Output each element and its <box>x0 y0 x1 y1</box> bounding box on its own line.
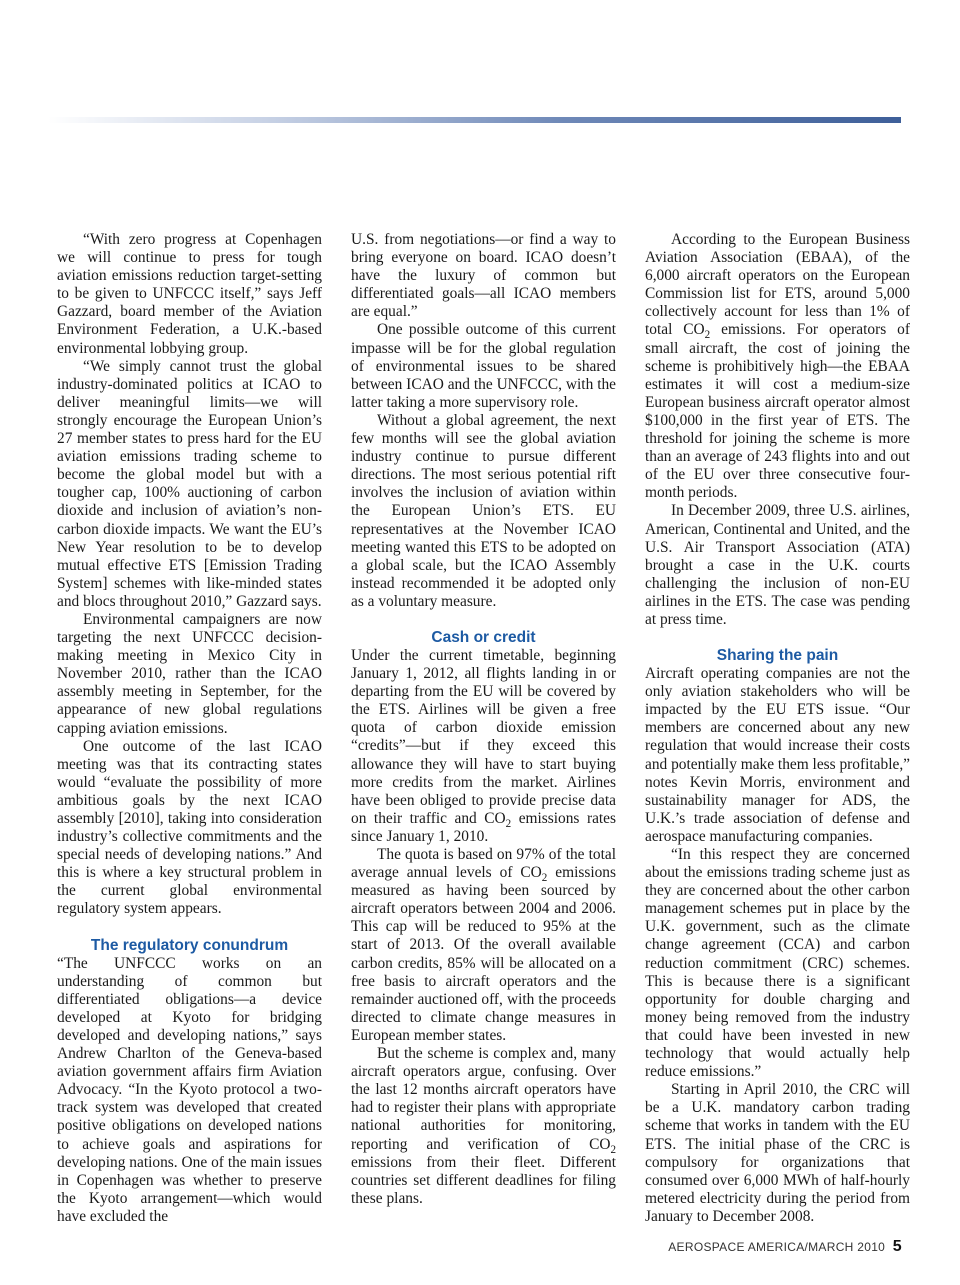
header-rule <box>48 117 901 123</box>
paragraph: “With zero progress at Copenhagen we will continue to press for tough aviation emissions reduction target-setting to be given to UNFCCC itself,” says Jeff Gazzard, board member of the Aviation Environment Federation, a U.K.-based environmental lobbying group. <box>57 231 322 357</box>
text-run: emissions rates since January 1, 2010. <box>351 809 616 845</box>
text-run: According to the European Business Aviation Association (EBAA), of the 6,000 aircraft operators on the European Commission list for ETS, around 5,000 collectively account for less than 1% of total CO <box>645 231 910 339</box>
page-footer <box>668 1238 902 1256</box>
paragraph: One possible outcome of this current impasse will be for the global regulation of environmental issues to be shared between ICAO and the UNFCCC, with the latter taking a more supervisory role. <box>351 321 616 411</box>
paragraph <box>351 1045 616 1208</box>
column-3 <box>645 231 910 1226</box>
text-run: emissions measured as having been sourced by aircraft operators between 2004 and 2006. This cap will be reduced to 95% at the start of 2013. Of the overall available carbon credits, 85% will be allocated on a free basis to aircraft operators and the remainder auctioned off, with the proceeds directed to climate change measures in European member states. <box>351 864 616 1044</box>
section-heading: Cash or credit <box>431 628 536 646</box>
paragraph <box>351 846 616 1045</box>
section-heading: Sharing the pain <box>716 647 839 665</box>
column-2 <box>351 231 616 1208</box>
section-heading: The regulatory conundrum <box>90 936 289 954</box>
text-run: The quota is based on 97% of the total average annual levels of CO <box>351 846 616 882</box>
paragraph: Starting in April 2010, the CRC will be a U.K. mandatory carbon trading scheme that works in tandem with the EU ETS. The initial phase of the CRC is compulsory for organizations that consumed over 6,000 MWh of half-hourly metered electricity during the period from January to December 2008. <box>645 1081 910 1225</box>
paragraph <box>645 231 910 502</box>
column-1 <box>57 231 322 1226</box>
paragraph <box>351 647 616 846</box>
page-number: 5 <box>892 1238 902 1255</box>
paragraph: “The UNFCCC works on an understanding of common but differentiated obligations—a device developed at Kyoto for bridging developed and developing nations,” says Andrew Charlton of the Geneva-based aviation government affairs firm Aviation Advocacy. “In the Kyoto protocol a two-track system was developed that created positive obligations on developed nations to achieve goals and aspirations for developing nations. One of the main issues in Copenhagen was whether to preserve the Kyoto arrangement—which would have excluded the <box>57 954 322 1225</box>
paragraph: Without a global agreement, the next few months will see the global aviation industry continue to pursue different directions. The most serious potential rift involves the inclusion of aviation within the European Union’s ETS. EU representatives at the November ICAO meeting wanted this ETS to be adopted on a global scale, but the ICAO Assembly instead recommended it be adopted only as a voluntary measure. <box>351 411 616 610</box>
subscript: 2 <box>610 1143 616 1156</box>
text-run: But the scheme is complex and, many aircraft operators argue, confusing. Over the last 12 months aircraft operators have had to register their plans with appropriate national authorities for monitoring, reporting and verification of CO <box>351 1045 616 1153</box>
text-run: Under the current timetable, beginning January 1, 2012, all flights landing in or departing from the EU will be covered by the ETS. Airlines will be given a free quota of carbon dioxide emission “credits”—but if they exceed this allowance they will have to start buying more credits from the market. Airlines have been obliged to provide precise data on their traffic and CO <box>351 646 616 827</box>
publication-name: AEROSPACE AMERICA/MARCH 2010 <box>668 1240 886 1254</box>
text-run: emissions from their fleet. Different countries set different deadlines for filing these plans. <box>351 1153 616 1207</box>
text-run: emissions. For operators of small aircraft, the cost of joining the scheme is prohibitively high—the EBAA estimates it will cost a medium-size European business aircraft operator almost $100,000 in the first year of ETS. The threshold for joining the scheme is more than an average of 243 flights into and out of the EU over three consecutive four-month periods. <box>645 321 910 502</box>
paragraph: One outcome of the last ICAO meeting was that its contracting states would “evaluate the possibility of more ambitious goals by the next ICAO assembly [2010], taking into consideration industry’s collective commitments and the special needs of developing nations.” And this is where a key structural problem in the current global environmental regulatory system appears. <box>57 737 322 918</box>
paragraph: “We simply cannot trust the global industry-dominated politics at ICAO to deliver meaningful limits—we will strongly encourage the European Union’s 27 member states to press hard for the EU aviation emissions trading scheme to become the global model but with a tougher cap, 100% auctioning of carbon dioxide and inclusion of aviation’s non-carbon dioxide impacts. We want the EU’s New Year resolution to be to develop mutual effective ETS [Emission Trading System] schemes with like-minded states and blocs throughout 2010,” Gazzard says. <box>57 357 322 610</box>
subscript: 2 <box>505 817 512 830</box>
paragraph: Environmental campaigners are now targeting the next UNFCCC decision-making meeting in Mexico City in November 2010, rather than the ICAO assembly meeting in September, for the appearance of new global regulations capping aviation emissions. <box>57 610 322 737</box>
subscript: 2 <box>704 329 711 342</box>
paragraph: Aircraft operating companies are not the only aviation stakeholders who will be impacted by the EU ETS issue. “Our members are concerned about any new regulation that would increase their costs and potentially make them less profitable,” notes Kevin Morris, environment and sustainability manager for ADS, the U.K.’s trade association of defense and aerospace manufacturing companies. <box>645 665 910 845</box>
subscript: 2 <box>541 872 548 885</box>
paragraph: In December 2009, three U.S. airlines, American, Continental and United, and the U.S. Air Transport Association (ATA) brought a case in the U.K. courts challenging the inclusion of non-EU airlines in the ETS. The case was pending at press time. <box>645 502 910 628</box>
paragraph: “In this respect they are concerned about the emissions trading scheme just as they are concerned about the other carbon management schemes put in place by the U.K. government, such as the climate change agreement (CCA) and carbon reduction commitment (CRC) schemes. This is because there is a significant opportunity for double charging and money being removed from the industry that could have been invested in new technology that would actually help reduce emissions.” <box>645 846 910 1081</box>
paragraph: U.S. from negotiations—or find a way to bring everyone on board. ICAO doesn’t have the luxury of common but differentiated goals—all ICAO members are equal.” <box>351 231 616 321</box>
